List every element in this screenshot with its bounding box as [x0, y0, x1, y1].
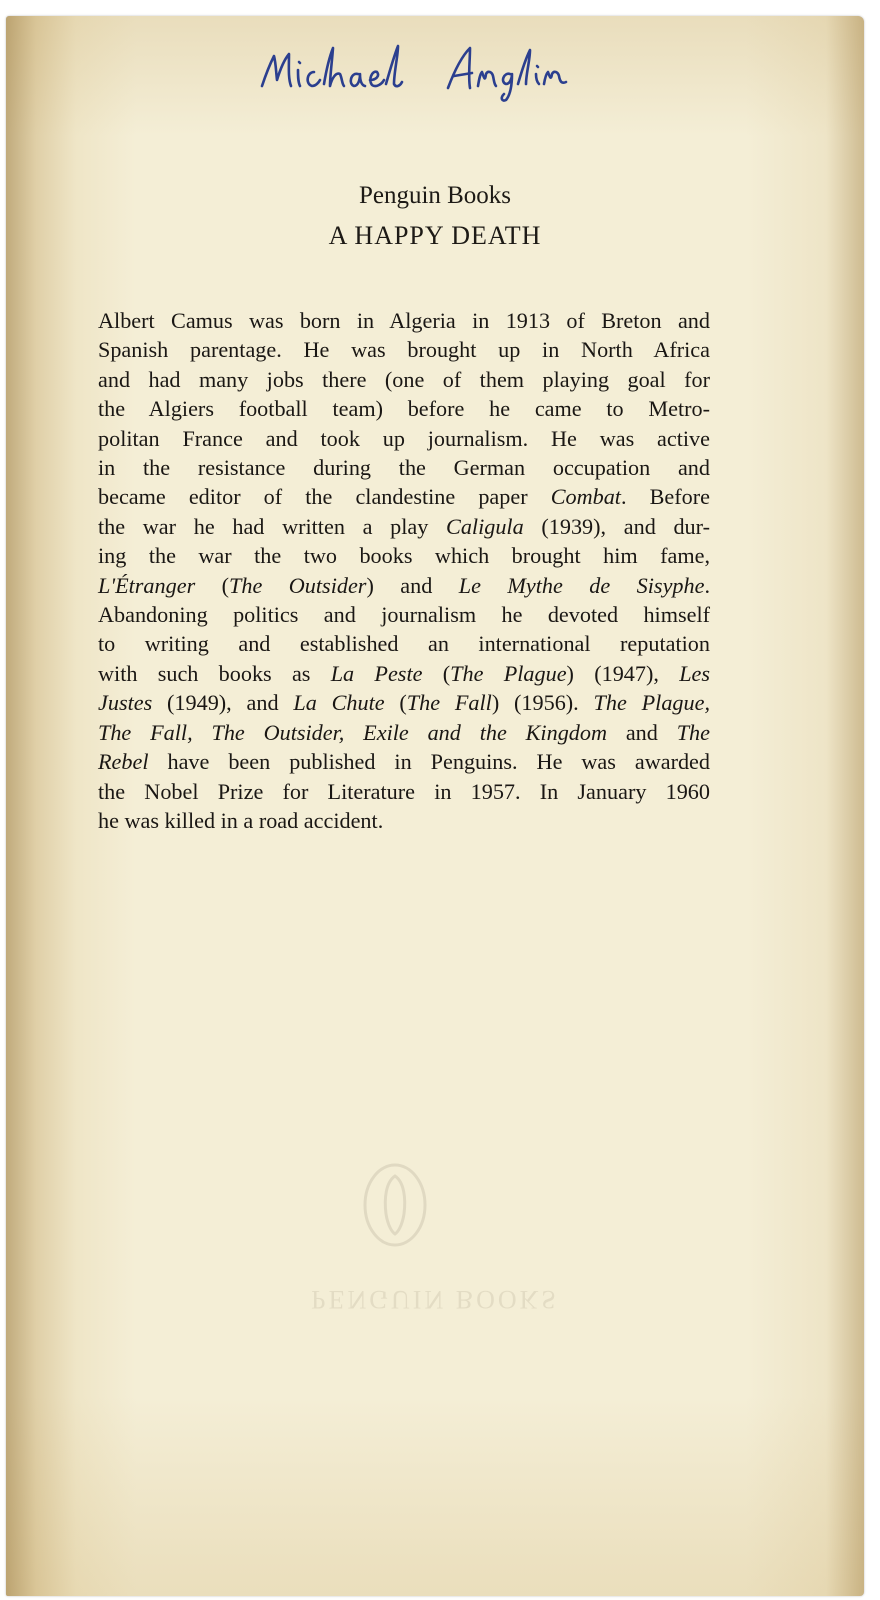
work-title-le-mythe: Le Mythe de Sisyphe: [458, 572, 705, 598]
show-through-text: PENGUIN BOOKS: [311, 1285, 559, 1314]
book-page: [6, 16, 864, 1596]
bio-line: the war he had written a play Caligula (1939), and dur-: [98, 513, 710, 539]
bio-line: became editor of the clandestine paper Combat. Before: [98, 484, 710, 510]
work-titles-list: The Fall, The Outsider, Exile and the Kingdom: [98, 719, 607, 745]
bio-line: to writing and established an international reputation: [98, 631, 710, 657]
bio-line: the Algiers football team) before he came to Metro-: [98, 396, 710, 422]
work-title-the-fall: The Fall: [406, 690, 492, 716]
work-title-the-outsider: The Outsider: [229, 572, 367, 598]
work-title-caligula: Caligula: [446, 513, 524, 539]
bio-line: politan France and took up journalism. He was active: [98, 425, 710, 451]
book-title: A HAPPY DEATH: [328, 221, 542, 250]
penguin-logo-show-through-icon: [362, 1162, 428, 1248]
bio-line: he was killed in a road accident.: [98, 807, 384, 833]
work-title-la-peste: La Peste: [330, 660, 423, 686]
bio-line: Rebel have been published in Penguins. He was awarded: [98, 749, 710, 775]
work-title-les: Les: [679, 660, 711, 686]
bio-line: The Fall, The Outsider, Exile and the Kingdom and The: [98, 719, 710, 745]
work-title-rebel: Rebel: [98, 749, 149, 775]
bio-line: Abandoning politics and journalism he devoted himself: [98, 602, 710, 628]
work-title-letranger: L'Étranger: [98, 572, 196, 598]
bio-line: Spanish parentage. He was brought up in North Africa: [98, 337, 710, 363]
work-title-combat: Combat: [550, 484, 621, 510]
bio-line: L'Étranger (The Outsider) and Le Mythe de Sisyphe.: [98, 572, 710, 598]
bio-line: Justes (1949), and La Chute (The Fall) (1956). The Plague,: [98, 690, 710, 716]
work-title-la-chute: La Chute: [293, 690, 385, 716]
bio-line: with such books as La Peste (The Plague) (1947), Les: [98, 660, 711, 686]
author-biography: [98, 306, 710, 835]
work-title-the-plague: The Plague: [450, 660, 567, 686]
bio-line: ing the war the two books which brought him fame,: [98, 543, 710, 569]
work-title-the: The: [676, 719, 710, 745]
work-title-the-plague-2: The Plague,: [593, 690, 710, 716]
signature-drawing: [256, 40, 586, 102]
bio-line: and had many jobs there (one of them playing goal for: [98, 366, 710, 392]
bio-line: Albert Camus was born in Algeria in 1913 of Breton and: [98, 308, 710, 333]
bio-line: the Nobel Prize for Literature in 1957. In January 1960: [98, 778, 710, 804]
publisher-name: Penguin Books: [358, 182, 512, 209]
work-title-justes: Justes: [98, 690, 153, 716]
handwritten-signature: [256, 40, 586, 102]
bio-line: in the resistance during the German occupation and: [98, 455, 710, 481]
